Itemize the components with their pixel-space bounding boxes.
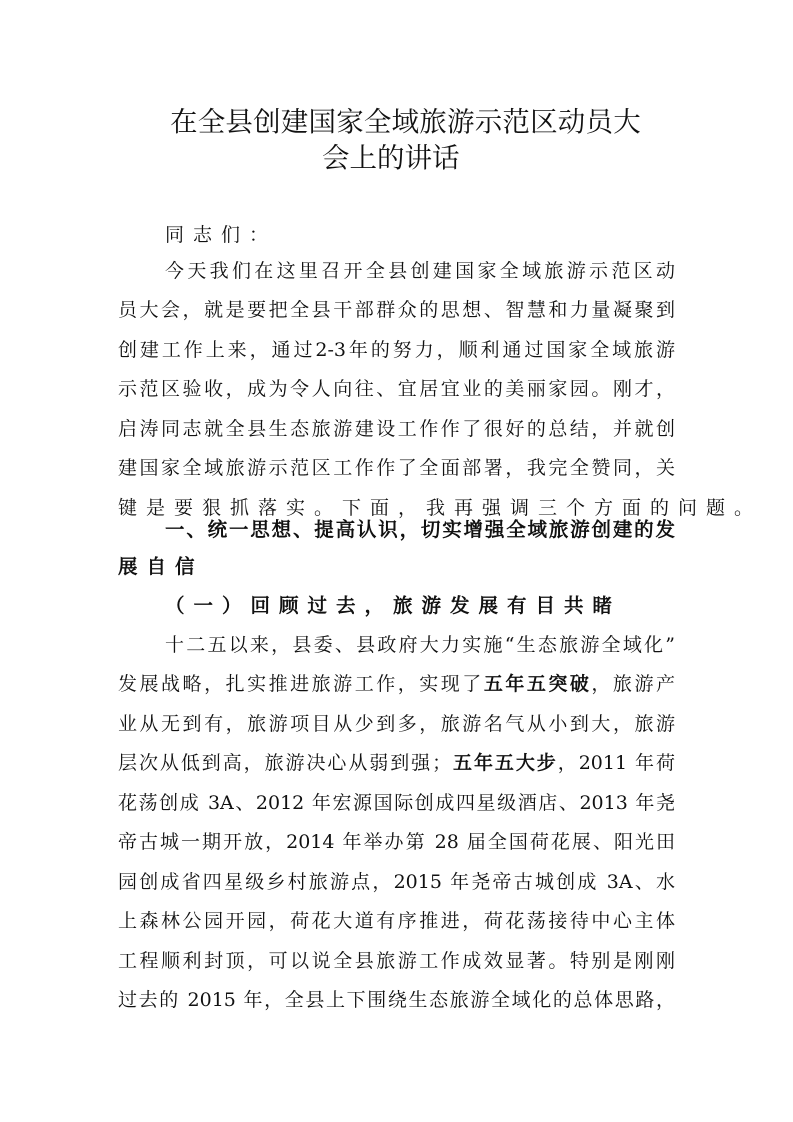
- document-title-line-1: 在全县创建国家全域旅游示范区动员大: [170, 106, 641, 138]
- paragraph-line: [118, 376, 675, 402]
- text-segment: 展自信: [118, 555, 204, 578]
- text-segment: 业从无到有，旅游项目从少到多，旅游名气从小到大，旅游: [118, 713, 675, 735]
- text-segment: 创建工作上来，通过2-3年的努力，顺利通过国家全域旅游: [118, 339, 675, 361]
- section-heading-line: [165, 517, 675, 543]
- paragraph-line: [165, 258, 675, 284]
- text-segment: 工程顺利封顶，可以说全县旅游工作成效显著。特别是刚刚: [118, 950, 675, 972]
- paragraph-line: [118, 455, 675, 481]
- text-segment: ，旅游产: [591, 673, 675, 695]
- text-segment: 花荡创成 3A、2012 年宏源国际创成四星级酒店、2013 年尧: [118, 792, 675, 814]
- text-segment: 键是要狠抓落实。下面，我再强调三个方面的问题。: [118, 497, 763, 519]
- text-segment: 发展战略，扎实推进旅游工作，实现了: [118, 673, 484, 695]
- bold-text: 五年五突破: [483, 673, 592, 695]
- text-segment: 同志们：: [165, 224, 278, 246]
- text-segment: 员大会，就是要把全县干部群众的思想、智慧和力量凝聚到: [118, 299, 675, 321]
- text-segment: 十二五以来，县委、县政府大力实施“生态旅游全域化”: [165, 634, 675, 656]
- paragraph-line: [118, 908, 675, 934]
- text-segment: 今天我们在这里召开全县创建国家全域旅游示范区动: [165, 260, 675, 282]
- document-title-line-2: 会上的讲话: [322, 142, 460, 174]
- paragraph-line: [118, 711, 675, 737]
- text-segment: 层次从低到高，旅游决心从弱到强；: [118, 752, 452, 774]
- paragraph-line: [118, 750, 675, 776]
- text-segment: 园创成省四星级乡村旅游点，2015 年尧帝古城创成 3A、水: [118, 871, 675, 893]
- section-heading-line: [165, 593, 675, 619]
- section-heading-line: [118, 554, 675, 580]
- paragraph-line: [118, 671, 675, 697]
- paragraph-line: [118, 297, 675, 323]
- text-segment: 启涛同志就全县生态旅游建设工作作了很好的总结，并就创: [118, 418, 675, 440]
- text-segment: 帝古城一期开放，2014 年举办第 28 届全国荷花展、阳光田: [118, 831, 675, 853]
- text-segment: （一）回顾过去，旅游发展有目共睹: [165, 594, 622, 617]
- paragraph-line: [118, 829, 675, 855]
- paragraph-line: [165, 222, 675, 248]
- paragraph-line: [165, 632, 675, 658]
- text-segment: 一、统一思想、提高认识，切实增强全域旅游创建的发: [165, 518, 675, 541]
- text-segment: ，2011 年荷: [557, 752, 675, 774]
- paragraph-line: [118, 416, 675, 442]
- paragraph-line: [118, 987, 675, 1013]
- bold-text: 五年五大步: [451, 752, 558, 774]
- text-segment: 示范区验收，成为令人向往、宜居宜业的美丽家园。刚才，: [118, 378, 675, 400]
- text-segment: 上森林公园开园，荷花大道有序推进，荷花荡接待中心主体: [118, 910, 675, 932]
- text-segment: 过去的 2015 年，全县上下围绕生态旅游全域化的总体思路，: [118, 989, 675, 1011]
- paragraph-line: [118, 337, 675, 363]
- paragraph-line: [118, 790, 675, 816]
- paragraph-line: [118, 948, 675, 974]
- paragraph-line: [118, 869, 675, 895]
- text-segment: 建国家全域旅游示范区工作作了全面部署，我完全赞同，关: [118, 457, 675, 479]
